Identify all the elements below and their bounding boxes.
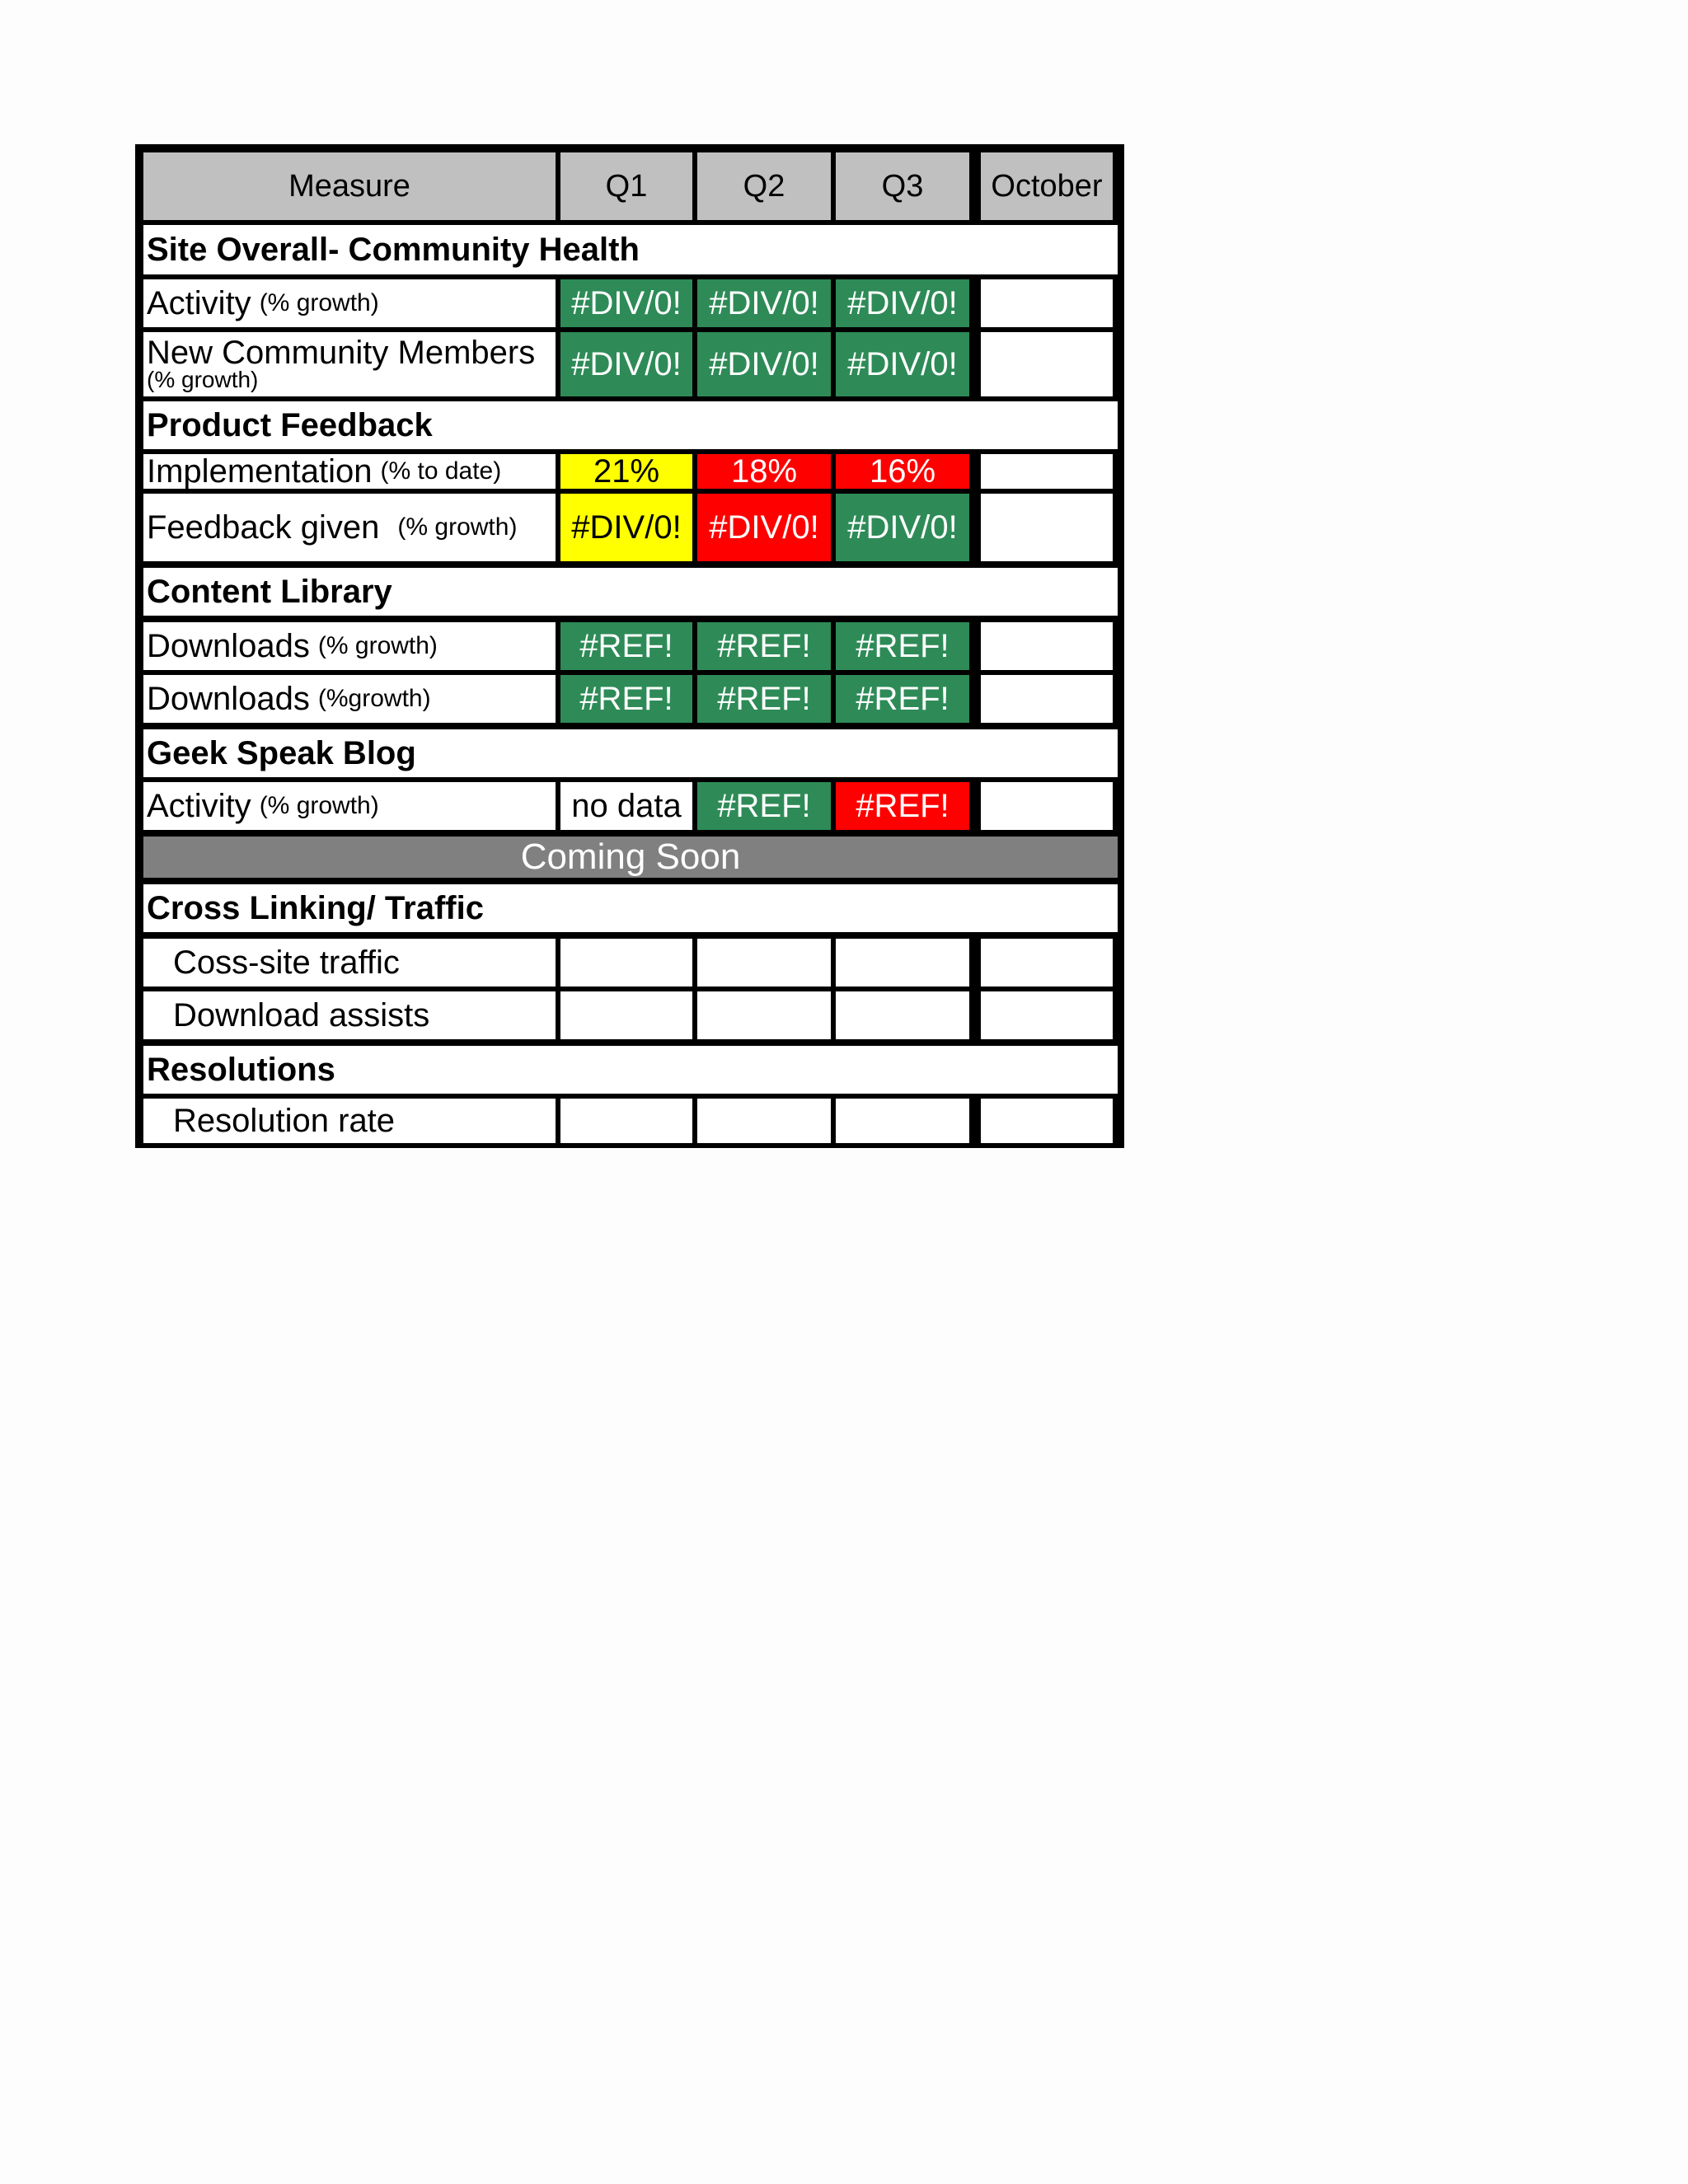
october-value: [981, 279, 1113, 327]
label-text: Downloads: [147, 680, 310, 717]
section-content-library: [140, 568, 1118, 616]
label-text: Activity: [147, 787, 251, 824]
q2-value: #DIV/0!: [697, 494, 831, 561]
q2-value: #REF!: [697, 675, 831, 723]
table-row: [140, 991, 1113, 1039]
q1-value: #DIV/0!: [560, 279, 692, 327]
q3-value: #DIV/0!: [836, 494, 969, 561]
q1-value: #DIV/0!: [560, 494, 692, 561]
october-value: [981, 675, 1113, 723]
label-text: Downloads: [147, 627, 310, 664]
section-resolutions: [140, 1046, 1118, 1094]
october-value: [981, 454, 1113, 489]
q1-value: [560, 1099, 692, 1143]
row-label: [143, 279, 556, 327]
q2-value: #DIV/0!: [697, 279, 831, 327]
october-value: [981, 332, 1113, 396]
table-row: [140, 494, 1113, 561]
scorecard-table: [135, 144, 1124, 1148]
q2-value: #DIV/0!: [697, 332, 831, 396]
q2-header: Q2: [697, 152, 831, 220]
row-label: Coss-site traffic: [143, 939, 556, 987]
label-sub: (% growth): [317, 632, 438, 659]
q1-value: #REF!: [560, 675, 692, 723]
october-value: [981, 939, 1113, 987]
q1-value: [560, 939, 692, 987]
section-title: Content Library: [143, 568, 1118, 616]
q1-value: no data: [560, 782, 692, 830]
table-row: [140, 675, 1113, 723]
q3-value: #REF!: [836, 675, 969, 723]
row-label: [143, 494, 556, 561]
q2-value: #REF!: [697, 622, 831, 670]
label-sub: (% growth): [147, 367, 259, 392]
label-sub: (% growth): [397, 513, 518, 541]
q1-value: 21%: [560, 454, 692, 489]
q3-value: 16%: [836, 454, 969, 489]
table-row: [140, 782, 1113, 830]
row-label: Download assists: [143, 991, 556, 1039]
october-value: [981, 1099, 1113, 1143]
q1-header: Q1: [560, 152, 692, 220]
label-text: Feedback given: [147, 509, 380, 546]
label-sub: (% growth): [259, 289, 379, 316]
coming-soon-row: [140, 837, 1118, 878]
row-label: [143, 454, 556, 489]
q2-value: [697, 939, 831, 987]
table-row: [140, 454, 1113, 489]
table-row: [140, 622, 1113, 670]
table-row: [140, 1099, 1113, 1143]
q2-value: [697, 1099, 831, 1143]
q2-value: 18%: [697, 454, 831, 489]
row-label: [143, 332, 556, 396]
q3-value: #REF!: [836, 622, 969, 670]
row-label: [143, 622, 556, 670]
section-title: Cross Linking/ Traffic: [143, 884, 1118, 932]
row-label: Resolution rate: [143, 1099, 556, 1143]
label-text: Activity: [147, 284, 251, 321]
q3-value: #DIV/0!: [836, 279, 969, 327]
q1-value: [560, 991, 692, 1039]
october-header: October: [981, 152, 1113, 220]
section-title: Resolutions: [143, 1046, 1118, 1094]
measure-header: Measure: [143, 152, 556, 220]
row-label: [143, 782, 556, 830]
table-row: [140, 332, 1113, 396]
q3-value: #DIV/0!: [836, 332, 969, 396]
q2-value: [697, 991, 831, 1039]
q1-value: #REF!: [560, 622, 692, 670]
q3-value: [836, 991, 969, 1039]
q2-value: #REF!: [697, 782, 831, 830]
section-cross-linking: [140, 884, 1118, 932]
section-product-feedback: [140, 401, 1118, 449]
october-value: [981, 782, 1113, 830]
label-sub: (% growth): [259, 792, 379, 819]
q1-value: #DIV/0!: [560, 332, 692, 396]
q3-value: [836, 1099, 969, 1143]
section-title: Site Overall- Community Health: [143, 225, 1118, 274]
row-label: [143, 675, 556, 723]
q3-value: #REF!: [836, 782, 969, 830]
october-value: [981, 622, 1113, 670]
label-sub: (% to date): [380, 457, 502, 485]
table-row: [140, 279, 1113, 327]
table-row: [140, 939, 1113, 987]
october-value: [981, 991, 1113, 1039]
q3-value: [836, 939, 969, 987]
october-value: [981, 494, 1113, 561]
label-text: Implementation: [147, 454, 373, 489]
label-sub: (%growth): [317, 685, 431, 712]
section-geek-speak: [140, 729, 1118, 777]
label-text: New Community Members: [147, 335, 536, 371]
section-title: Product Feedback: [143, 401, 1118, 449]
section-title: Geek Speak Blog: [143, 729, 1118, 777]
section-site-overall: [140, 225, 1118, 274]
q3-header: Q3: [836, 152, 969, 220]
header-row: [140, 152, 1113, 220]
coming-soon-banner: Coming Soon: [143, 837, 1118, 878]
